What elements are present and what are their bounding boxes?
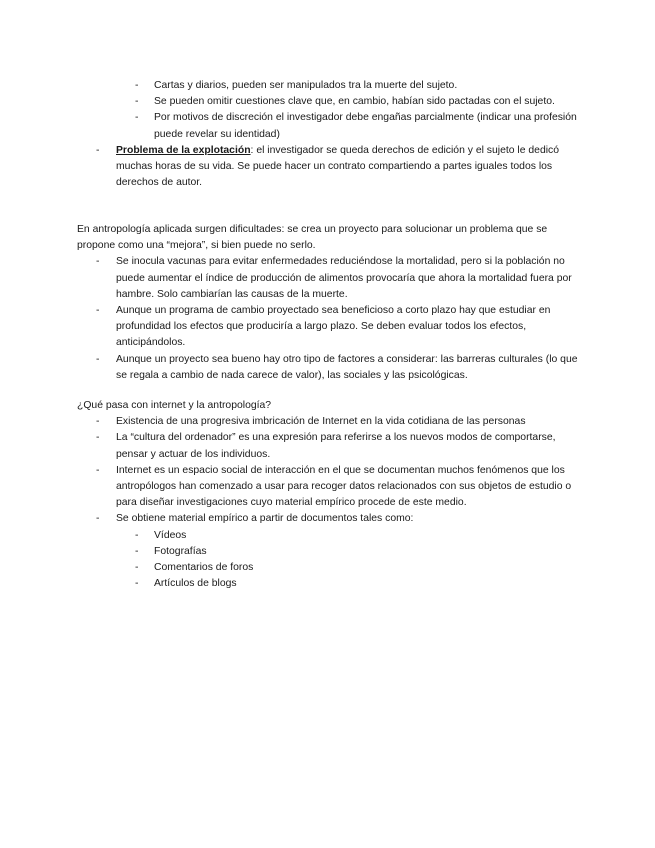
bullet-dash: - (135, 562, 139, 574)
section-heading: ¿Qué pasa con internet y la antropología? (77, 400, 272, 411)
list-item (77, 430, 587, 462)
intro-paragraph: En antropología aplicada surgen dificultades: se crea un proyecto para solucionar un problema que se propone como una “mejora”, si bien puede no serlo. (77, 224, 548, 252)
bullet-dash: - (96, 432, 100, 444)
bullet-dash: - (135, 529, 139, 541)
list-item (77, 352, 587, 384)
list-item-text: Existencia de una progresiva imbricación de Internet en la vida cotidiana de las personas (116, 416, 526, 428)
list-item-text: Se obtiene material empírico a partir de documentos tales como: (116, 513, 414, 525)
list-item-text: Se pueden omitir cuestiones clave que, en cambio, habían sido pactadas con el sujeto. (154, 96, 555, 108)
bullet-dash: - (96, 305, 100, 317)
bullet-dash: - (135, 80, 139, 91)
list-item-text: Aunque un proyecto sea bueno hay otro tipo de factores a considerar: las barreras culturales (lo que se regala a cambio de nada carece de valor), las sociales y las psicológicas. (116, 353, 578, 381)
list-item-text: Internet es un espacio social de interacción en el que se documentan muchos fenómenos que los antropólogos han comenzado a usar para recoger datos relacionados con sus objetos de estudio o para diseñar investigaciones cuyo material empírico procede de este medio. (116, 464, 572, 509)
list-item-text: Aunque un programa de cambio proyectado sea beneficioso a corto plazo hay que estudiar en profundidad los efectos que produciría a largo plazo. Se deben evaluar todos los efectos, anticipándolos. (116, 305, 551, 349)
list-item (77, 143, 587, 192)
bullet-dash: - (96, 416, 100, 428)
list-item-text: Fotografías (154, 545, 207, 557)
bullet-dash: - (135, 578, 139, 590)
list-item-text: Vídeos (154, 529, 187, 541)
bullet-dash: - (96, 513, 100, 525)
list-item (77, 254, 587, 303)
bullet-dash: - (96, 353, 100, 365)
bullet-dash: - (96, 464, 100, 476)
list-item-text: La “cultura del ordenador” es una expresión para referirse a los nuevos modos de comportarse, pensar y actuar de los individuos. (116, 432, 556, 460)
bullet-dash: - (135, 112, 139, 124)
list-item-text: Se inocula vacunas para evitar enfermedades reduciéndose la mortalidad, pero si la población no puede aumentar el índice de producción de alimentos provocaría que ahora la mortalidad fuera por hambre. Solo cambiarían las causas de la muerte. (116, 256, 572, 300)
list-item (77, 110, 587, 142)
bullet-dash: - (96, 256, 100, 268)
list-item-text: Por motivos de discreción el investigador debe engañas parcialmente (indicar una profesión puede revelar su identidad) (154, 112, 577, 140)
list-item (77, 78, 587, 94)
list-item-text: Comentarios de foros (154, 562, 254, 574)
list-item-text: Cartas y diarios, pueden ser manipulados tra la muerte del sujeto. (154, 80, 458, 91)
list-item (77, 544, 587, 560)
bullet-dash: - (135, 545, 139, 557)
list-item (77, 94, 587, 110)
list-item (77, 463, 587, 512)
list-item-text: Artículos de blogs (154, 578, 237, 590)
list-item (77, 576, 587, 592)
list-item (77, 414, 587, 430)
list-item (77, 560, 587, 576)
bullet-dash: - (96, 144, 100, 156)
section-applied-anthropology (77, 222, 587, 384)
list-item (77, 528, 587, 544)
list-item (77, 511, 587, 527)
section-internet-anthropology (77, 398, 587, 592)
bullet-dash: - (135, 96, 139, 108)
list-item-text: : el investigador se queda derechos de edición y el sujeto le dedicó muchas horas de su vida. Se puede hacer un contrato compartiendo a partes iguales todos los derechos de autor. (116, 144, 560, 189)
term-exploitation: Problema de la explotación (116, 144, 251, 156)
list-item (77, 303, 587, 352)
section-ethics-list (77, 78, 587, 191)
